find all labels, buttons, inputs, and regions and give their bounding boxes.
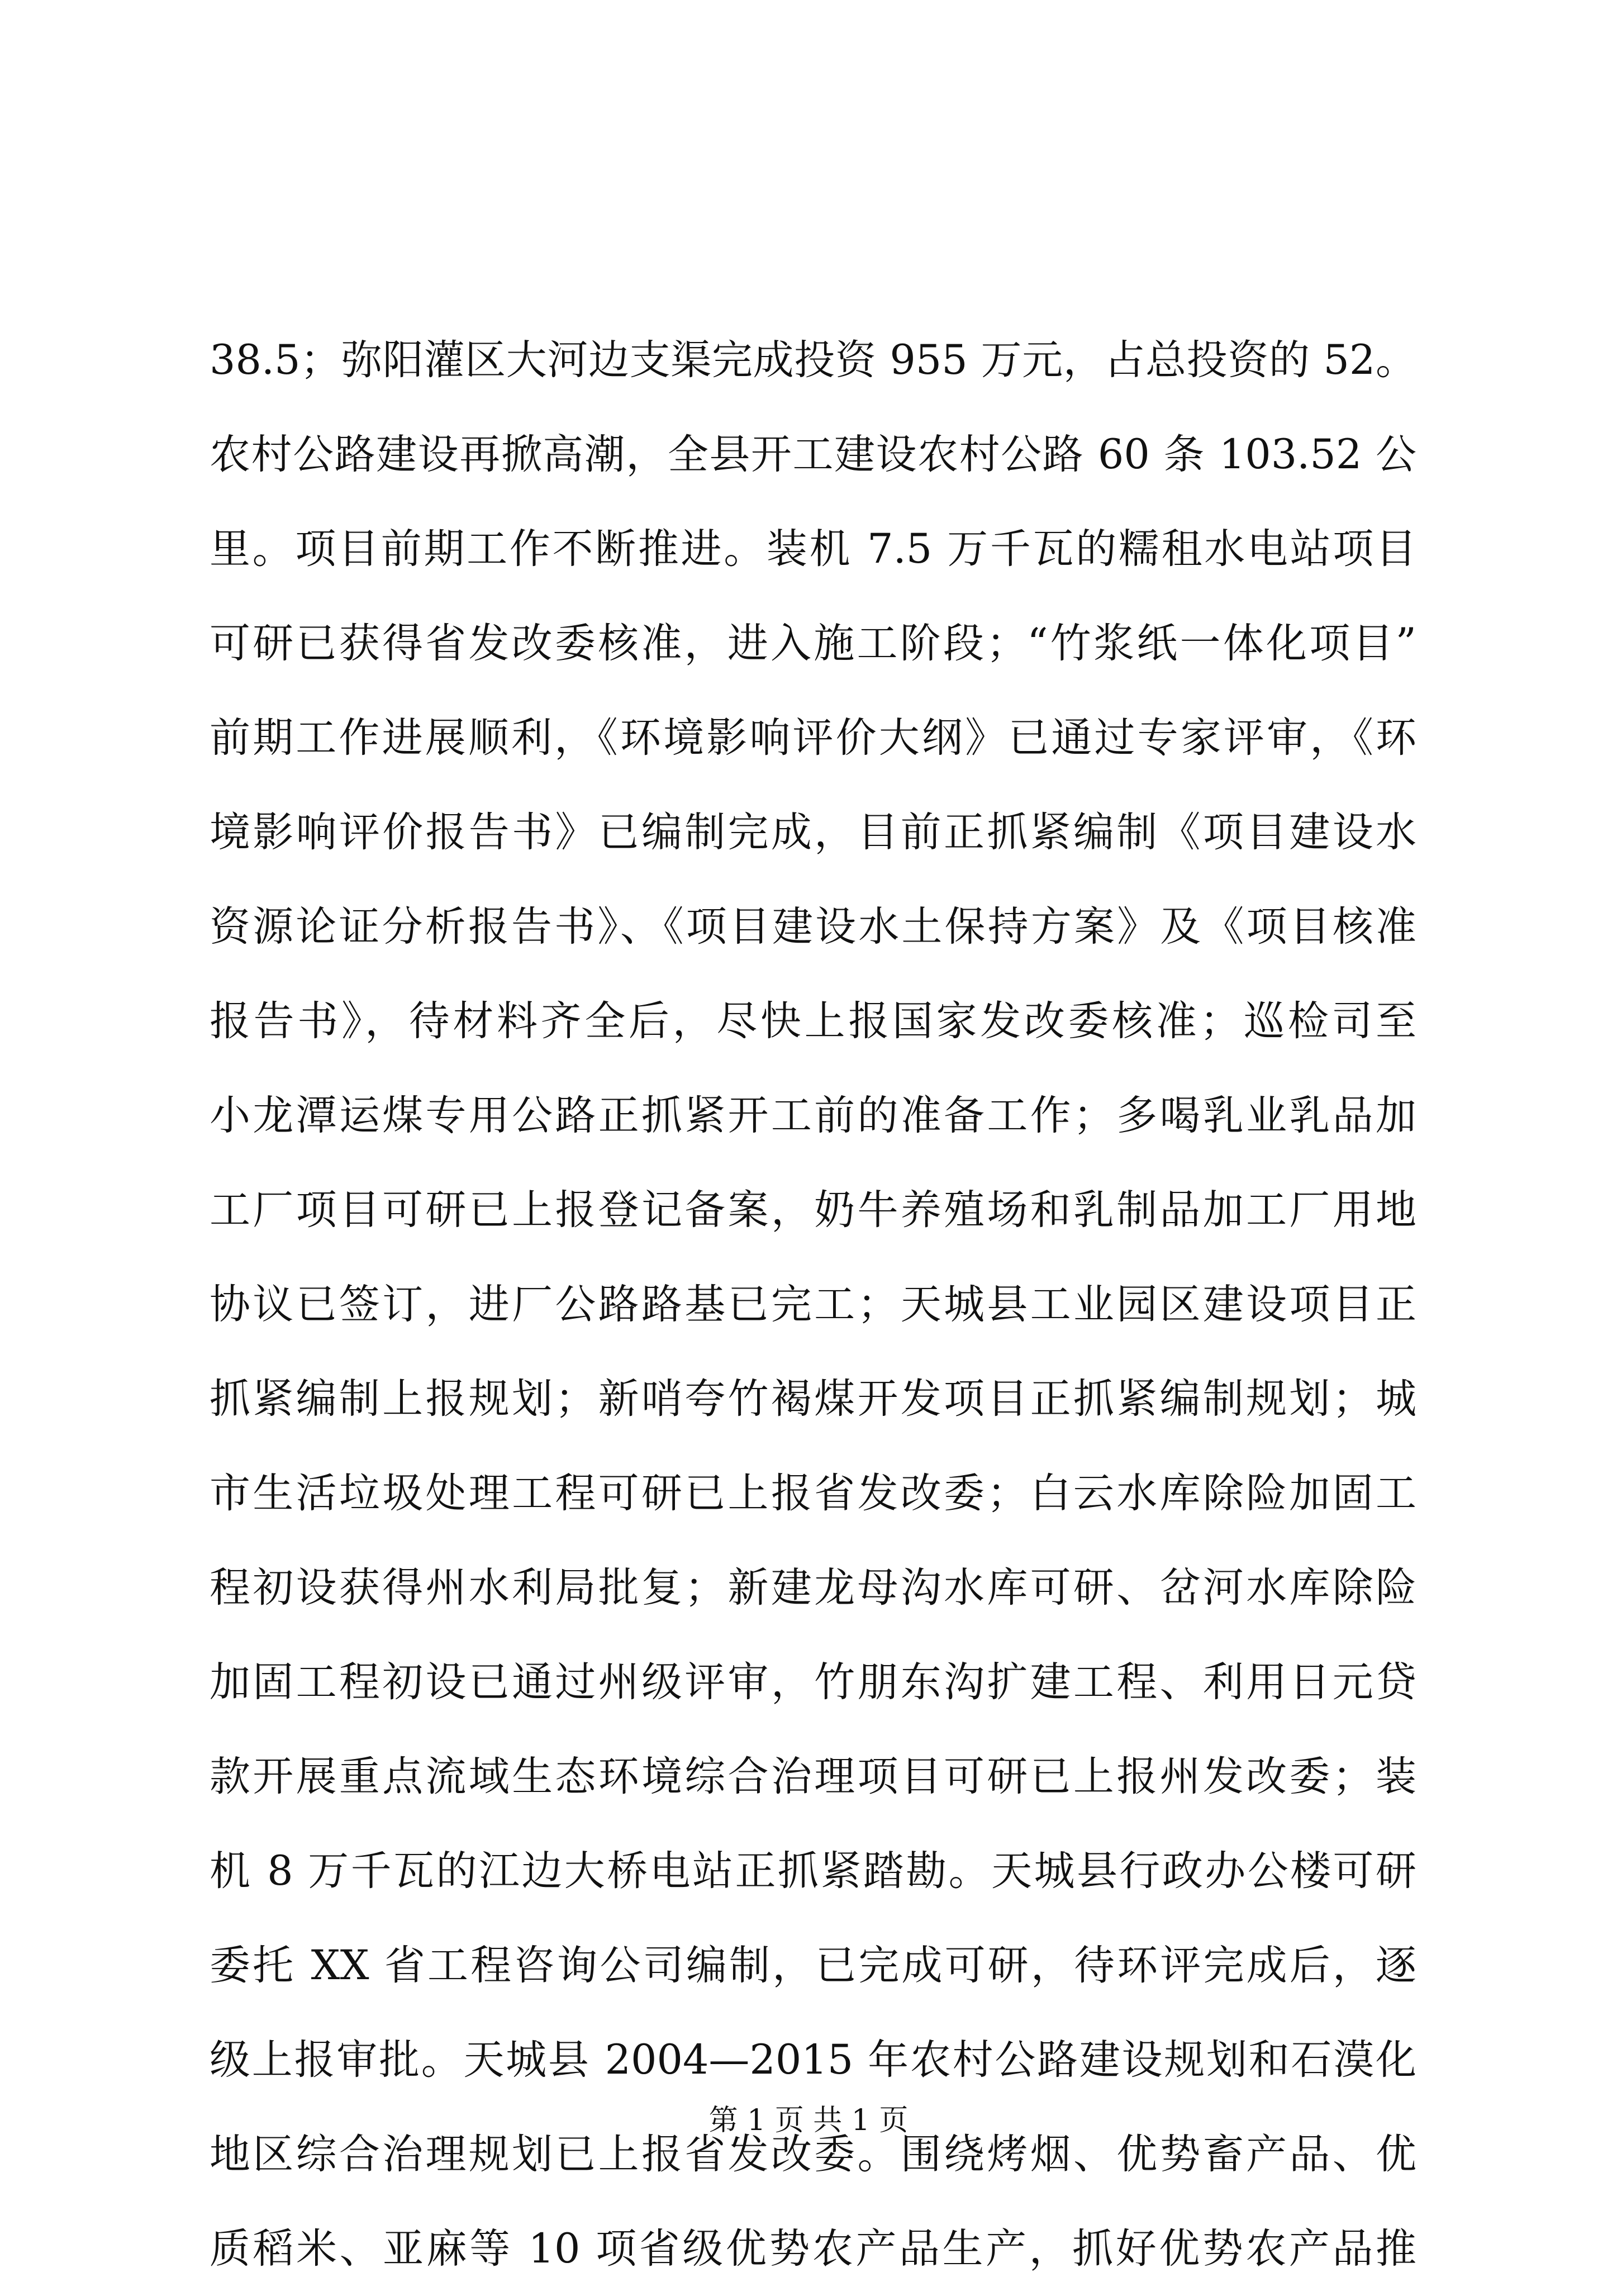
text-line: 地区综合治理规划已上报省发改委。围绕烤烟、优势畜产品、优 <box>210 2131 1416 2178</box>
body-text <box>210 313 1416 2296</box>
text-line: 抓紧编制上报规划；新哨夸竹褐煤开发项目正抓紧编制规划；城 <box>210 1375 1416 1423</box>
text-line: 农村公路建设再掀高潮，全县开工建设农村公路 60 条 103.52 公 <box>210 431 1416 478</box>
text-line: 协议已签订，进厂公路路基已完工；天城县工业园区建设项目正 <box>210 1281 1416 1328</box>
text-line: 38.5；弥阳灌区大河边支渠完成投资 955 万元，占总投资的 52。 <box>210 336 1416 384</box>
text-line: 工厂项目可研已上报登记备案，奶牛养殖场和乳制品加工厂用地 <box>210 1186 1416 1234</box>
text-line: 报告书》，待材料齐全后，尽快上报国家发改委核准；巡检司至 <box>210 997 1416 1045</box>
text-line: 资源论证分析报告书》、《项目建设水土保持方案》及《项目核准 <box>210 903 1416 950</box>
text-line: 加固工程初设已通过州级评审，竹朋东沟扩建工程、利用日元贷 <box>210 1658 1416 1706</box>
text-line: 里。项目前期工作不断推进。装机 7.5 万千瓦的糯租水电站项目 <box>210 525 1416 573</box>
text-line: 前期工作进展顺利，《环境影响评价大纲》已通过专家评审，《环 <box>210 714 1416 762</box>
text-line: 可研已获得省发改委核准，进入施工阶段；“竹浆纸一体化项目” <box>210 620 1416 667</box>
text-line: 级上报审批。天城县 2004—2015 年农村公路建设规划和石漠化 <box>210 2036 1416 2084</box>
text-line: 机 8 万千瓦的江边大桥电站正抓紧踏勘。天城县行政办公楼可研 <box>210 1847 1416 1895</box>
text-line: 委托 XX 省工程咨询公司编制，已完成可研，待环评完成后，逐 <box>210 1942 1416 1989</box>
page-footer: 第 1 页 共 1 页 <box>708 2104 909 2137</box>
text-line: 市生活垃圾处理工程可研已上报省发改委；白云水库除险加固工 <box>210 1470 1416 1517</box>
text-line: 款开展重点流域生态环境综合治理项目可研已上报州发改委；装 <box>210 1753 1416 1800</box>
text-line: 质稻米、亚麻等 10 项省级优势农产品生产，抓好优势农产品推 <box>210 2225 1416 2273</box>
text-line: 程初设获得州水利局批复；新建龙母沟水库可研、岔河水库除险 <box>210 1564 1416 1612</box>
text-line: 小龙潭运煤专用公路正抓紧开工前的准备工作；多喝乳业乳品加 <box>210 1092 1416 1139</box>
text-line: 境影响评价报告书》已编制完成，目前正抓紧编制《项目建设水 <box>210 809 1416 856</box>
